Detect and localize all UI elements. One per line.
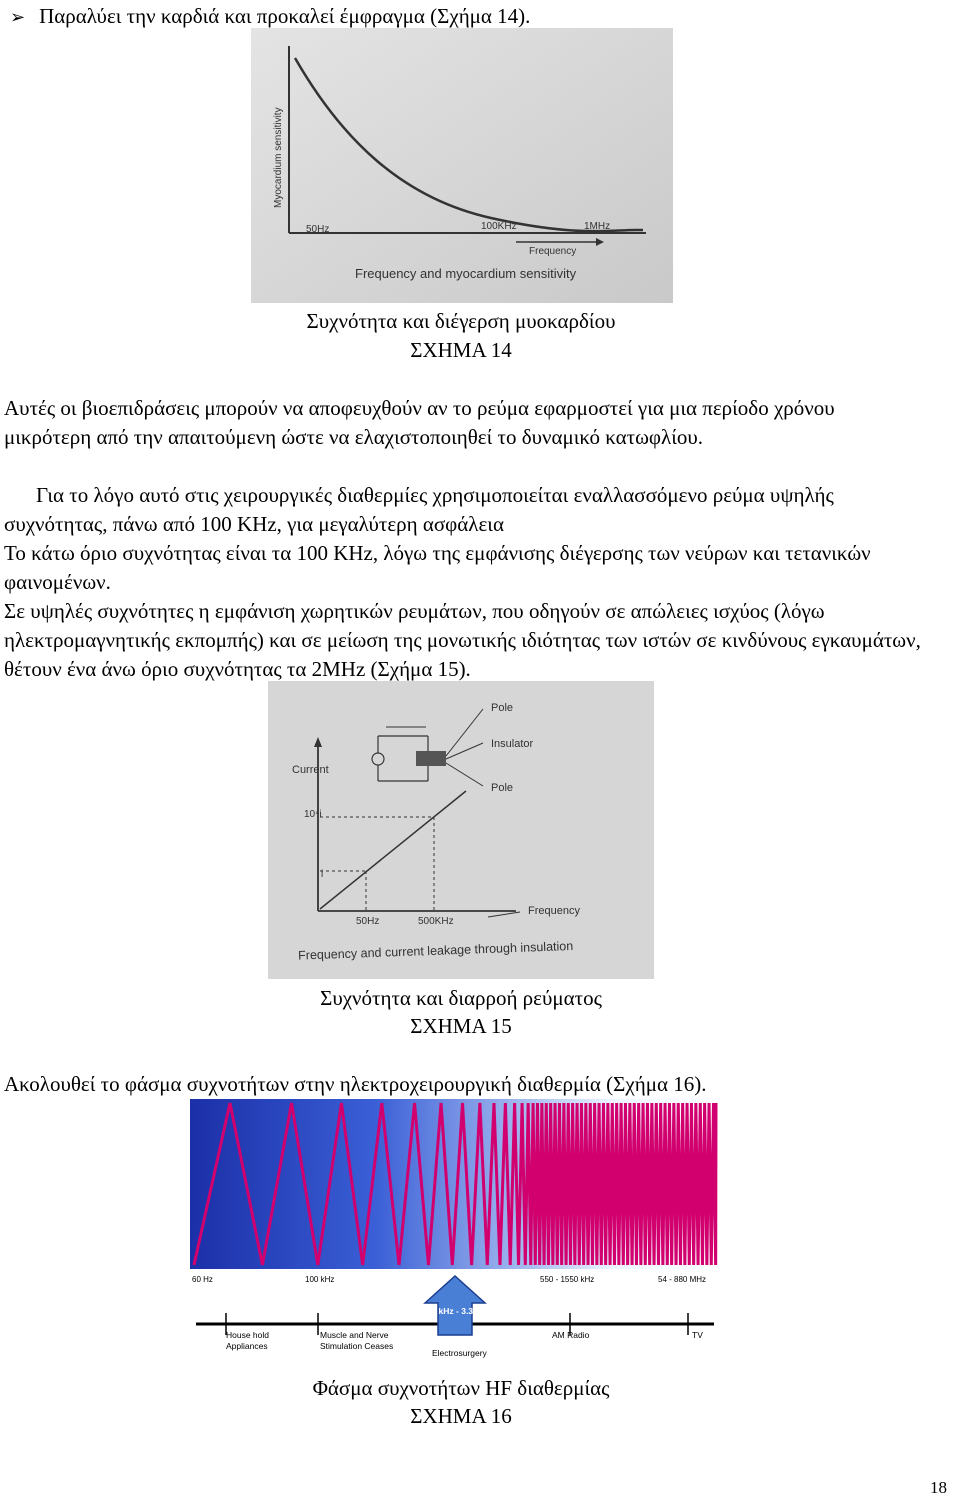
fig16-top-label-am: 550 - 1550 kHz xyxy=(540,1275,595,1284)
fig16-label-tv: TV xyxy=(692,1330,703,1340)
figure-16-caption: Φάσμα συχνοτήτων HF διαθερμίας xyxy=(312,1376,610,1400)
fig14-tick-100khz: 100KHz xyxy=(481,221,517,232)
fig16-top-label-tv: 54 - 880 MHz xyxy=(658,1275,707,1284)
fig15-xlabel: Frequency xyxy=(528,905,580,917)
arrow-bullet-icon: ➢ xyxy=(10,7,26,28)
fig15-ytick: 10⁴i xyxy=(304,809,322,820)
fig15-ylabel: Current xyxy=(292,764,329,776)
fig15-inner-caption: Frequency and current leakage through insulation xyxy=(297,938,574,963)
paragraph-upper-limit: Σε υψηλές συχνότητες η εμφάνιση χωρητικών ρευμάτων, που οδηγούν σε απώλειες ισχύος (λόγω ηλεκτρομαγνητικής εκπομπής) και σε μείωση της μονωτικής ιδιότητας των ιστών σε κινδύνους εγκαυμάτων, θέτουν ένα άνω όριο συχνότητας τα 2MHz (Σχήμα 15). xyxy=(4,599,921,681)
figure-15-label: ΣΧΗΜΑ 15 xyxy=(410,1014,512,1038)
fig16-label-muscle-1: Muscle and Nerve xyxy=(320,1330,389,1340)
fig15-pole-bottom: Pole xyxy=(491,782,514,794)
fig16-arrow-label: 500 kHz - 3.3 MHz xyxy=(422,1306,493,1316)
figure-16-label: ΣΧΗΜΑ 16 xyxy=(410,1404,512,1428)
fig14-tick-50hz: 50Hz xyxy=(306,224,330,235)
fig16-label-household-1: House hold xyxy=(226,1330,270,1340)
fig15-tick-500khz: 500KHz xyxy=(418,916,454,927)
figure-14-caption: Συχνότητα και διέγερση μυοκαρδίου xyxy=(306,309,616,333)
page-number: 18 xyxy=(930,1478,947,1497)
figure-14-label: ΣΧΗΜΑ 14 xyxy=(410,338,512,362)
fig15-tick-50hz: 50Hz xyxy=(356,916,380,927)
fig16-top-label-60hz: 60 Hz xyxy=(192,1275,213,1284)
fig14-tick-1mhz: 1MHz xyxy=(584,221,611,232)
fig14-xlabel: Frequency xyxy=(529,246,577,257)
fig16-label-muscle-2: Stimulation Ceases xyxy=(320,1341,394,1351)
paragraph-high-frequency: Για το λόγο αυτό στις χειρουργικές διαθερμίες χρησιμοποιείται εναλλασσόμενο ρεύμα υψηλής συχνότητας, πάνω από 100 KHz, για μεγαλύτερη ασφάλεια xyxy=(4,483,834,536)
fig14-ylabel: Myocardium sensitivity xyxy=(273,107,284,208)
fig16-label-am-radio: AM Radio xyxy=(552,1330,590,1340)
fig14-inner-caption: Frequency and myocardium sensitivity xyxy=(355,266,577,281)
fig16-top-label-100khz: 100 kHz xyxy=(305,1275,335,1284)
paragraph-spectrum: Ακολουθεί το φάσμα συχνοτήτων στην ηλεκτροχειρουργική διαθερμία (Σχήμα 16). xyxy=(4,1072,707,1096)
fig16-label-electrosurgery: Electrosurgery xyxy=(432,1348,487,1358)
paragraph-lower-limit: Το κάτω όριο συχνότητας είναι τα 100 KHz, λόγω της εμφάνισης διέγερσης των νεύρων και τετανικών φαινομένων. xyxy=(4,541,871,594)
fig15-insulator: Insulator xyxy=(491,738,534,750)
fig15-pole-top: Pole xyxy=(491,702,514,714)
fig15-i-label: i xyxy=(321,869,324,880)
figure-15-caption: Συχνότητα και διαρροή ρεύματος xyxy=(320,986,602,1010)
figure-16-image xyxy=(190,1099,718,1361)
figure-14-image xyxy=(251,28,673,303)
bullet-text: Παραλύει την καρδιά και προκαλεί έμφραγμα (Σχήμα 14). xyxy=(39,4,531,28)
paragraph-bioeffects: Αυτές οι βιοεπιδράσεις μπορούν να αποφευχθούν αν το ρεύμα εφαρμοστεί για μια περίοδο χρόνου μικρότερη από την απαιτούμενη ώστε να ελαχιστοποιηθεί το δυναμικό κατωφλίου. xyxy=(4,396,835,449)
fig16-label-household-2: Appliances xyxy=(226,1341,268,1351)
figure-15-image xyxy=(268,681,654,979)
